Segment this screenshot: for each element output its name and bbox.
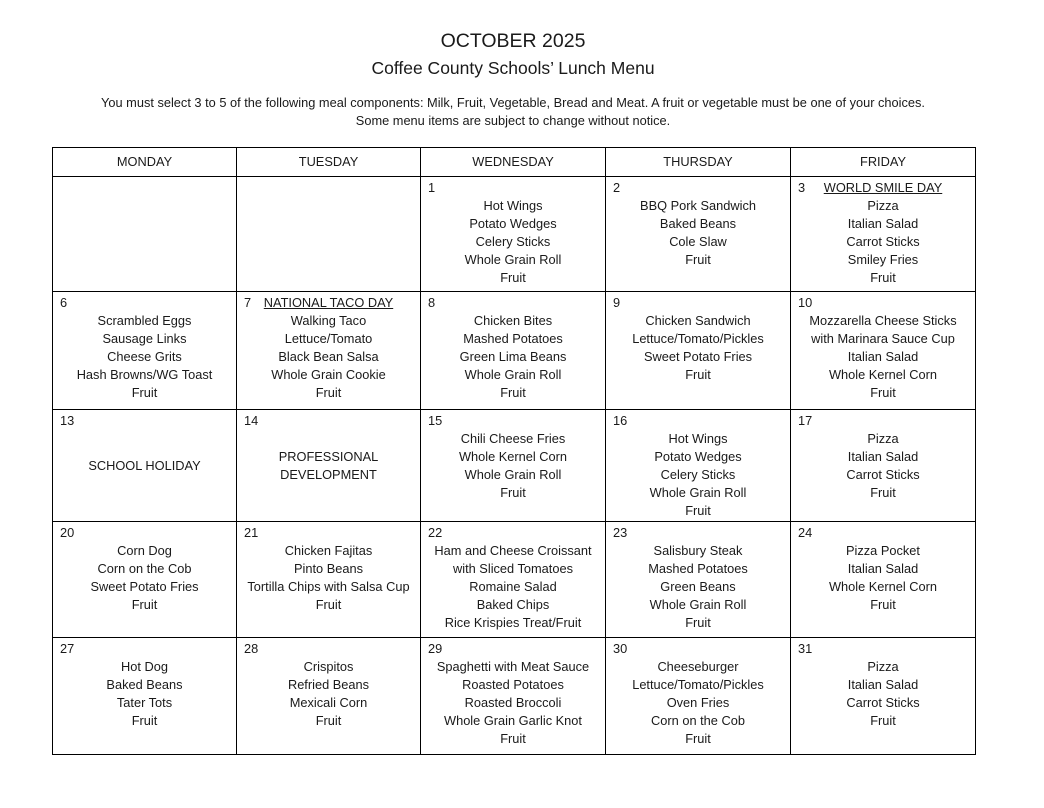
menu-item: Fruit bbox=[870, 385, 896, 400]
instructions-line-1: You must select 3 to 5 of the following meal components: Milk, Fruit, Vegetable, Bread and Meat. A fruit or vegetable must be one of your choices. bbox=[101, 95, 925, 110]
day-number: 1 bbox=[428, 180, 436, 195]
day-cell bbox=[421, 410, 606, 522]
menu-item: Italian Salad bbox=[847, 677, 919, 692]
day-cell bbox=[606, 522, 791, 638]
menu-item: Mexicali Corn bbox=[289, 695, 368, 710]
menu-item: Fruit bbox=[131, 713, 158, 728]
menu-item: Fruit bbox=[500, 270, 526, 285]
menu-list bbox=[53, 522, 236, 614]
page-title: OCTOBER 2025 bbox=[440, 30, 586, 52]
menu-item: Hot Dog bbox=[121, 659, 168, 674]
day-cell bbox=[421, 638, 606, 755]
menu-item: Cheeseburger bbox=[657, 659, 739, 674]
special-day-label: WORLD SMILE DAY bbox=[823, 180, 943, 195]
menu-item: Black Bean Salsa bbox=[278, 349, 379, 364]
day-cell bbox=[421, 292, 606, 410]
day-number: 28 bbox=[244, 641, 259, 656]
menu-list bbox=[53, 292, 236, 402]
special-day-label: NATIONAL TACO DAY bbox=[263, 295, 394, 310]
menu-item: Baked Beans bbox=[659, 216, 737, 231]
day-number: 24 bbox=[798, 525, 813, 540]
menu-item: Carrot Sticks bbox=[846, 695, 920, 710]
menu-item: Refried Beans bbox=[287, 677, 370, 692]
day-cell bbox=[606, 638, 791, 755]
menu-item: Italian Salad bbox=[847, 561, 919, 576]
day-cell bbox=[53, 638, 237, 755]
menu-item: Roasted Broccoli bbox=[464, 695, 562, 710]
day-cell bbox=[237, 522, 421, 638]
day-cell bbox=[53, 177, 237, 292]
weekday-header: WEDNESDAY bbox=[421, 148, 606, 177]
menu-list bbox=[791, 522, 975, 614]
menu-item: Potato Wedges bbox=[654, 449, 742, 464]
day-number: 30 bbox=[613, 641, 628, 656]
page-subtitle: Coffee County Schools’ Lunch Menu bbox=[371, 58, 655, 78]
menu-item: Whole Grain Cookie bbox=[271, 367, 386, 382]
menu-item: Fruit bbox=[870, 270, 896, 285]
menu-item: Whole Kernel Corn bbox=[458, 449, 568, 464]
instructions-line-2: Some menu items are subject to change without notice. bbox=[355, 113, 671, 128]
menu-item: Celery Sticks bbox=[475, 234, 551, 249]
menu-item: Whole Grain Roll bbox=[464, 367, 562, 382]
menu-item: Chili Cheese Fries bbox=[460, 431, 566, 446]
menu-item: Lettuce/Tomato/Pickles bbox=[632, 331, 764, 346]
menu-item: Pizza bbox=[867, 431, 899, 446]
menu-item: Fruit bbox=[500, 485, 526, 500]
weekday-header: MONDAY bbox=[53, 148, 237, 177]
menu-item: Tortilla Chips with Salsa Cup bbox=[247, 579, 410, 594]
day-message bbox=[237, 448, 420, 484]
lunch-calendar bbox=[52, 147, 976, 755]
menu-item: Scrambled Eggs bbox=[97, 313, 192, 328]
week-row bbox=[53, 177, 976, 292]
menu-item: Fruit bbox=[315, 713, 342, 728]
day-number: 29 bbox=[428, 641, 443, 656]
day-cell bbox=[791, 638, 976, 755]
menu-item: Fruit bbox=[500, 385, 526, 400]
menu-item: Mozzarella Cheese Sticks bbox=[809, 313, 957, 328]
menu-item: Fruit bbox=[131, 597, 158, 612]
menu-item: Sweet Potato Fries bbox=[643, 349, 753, 364]
menu-item: Fruit bbox=[685, 367, 711, 382]
day-number: 6 bbox=[60, 295, 68, 310]
menu-item: Fruit bbox=[500, 731, 526, 746]
day-number: 9 bbox=[613, 295, 621, 310]
menu-item: Fruit bbox=[685, 252, 711, 267]
menu-item: Crispitos bbox=[303, 659, 354, 674]
day-cell bbox=[421, 177, 606, 292]
day-number: 31 bbox=[798, 641, 813, 656]
week-row bbox=[53, 410, 976, 522]
day-cell bbox=[791, 177, 976, 292]
menu-item: Hash Browns/WG Toast bbox=[76, 367, 213, 382]
day-cell bbox=[606, 177, 791, 292]
menu-list bbox=[421, 522, 605, 632]
menu-item: Baked Chips bbox=[476, 597, 550, 612]
menu-item: Smiley Fries bbox=[847, 252, 919, 267]
menu-list bbox=[606, 522, 790, 632]
menu-item: Pizza Pocket bbox=[846, 543, 920, 558]
day-number: 20 bbox=[60, 525, 75, 540]
day-number: 16 bbox=[613, 413, 628, 428]
menu-list bbox=[237, 522, 420, 614]
day-number: 27 bbox=[60, 641, 75, 656]
menu-list bbox=[606, 177, 790, 269]
menu-item: Fruit bbox=[685, 615, 711, 630]
day-cell bbox=[606, 292, 791, 410]
menu-item: Fruit bbox=[870, 597, 896, 612]
menu-item: Corn Dog bbox=[117, 543, 172, 558]
day-cell bbox=[237, 292, 421, 410]
menu-item: Fruit bbox=[870, 713, 896, 728]
menu-item: Pizza bbox=[867, 659, 899, 674]
menu-list bbox=[606, 410, 790, 520]
day-cell bbox=[791, 292, 976, 410]
menu-item: Mashed Potatoes bbox=[648, 561, 748, 576]
menu-list bbox=[791, 292, 975, 402]
weekday-header: TUESDAY bbox=[237, 148, 421, 177]
menu-item: Whole Kernel Corn bbox=[828, 367, 938, 382]
day-cell bbox=[237, 177, 421, 292]
day-number: 23 bbox=[613, 525, 628, 540]
menu-item: Whole Grain Roll bbox=[464, 252, 562, 267]
day-message bbox=[53, 457, 236, 475]
menu-item: Whole Grain Roll bbox=[464, 467, 562, 482]
menu-item: Corn on the Cob bbox=[97, 561, 192, 576]
menu-item: Spaghetti with Meat Sauce bbox=[436, 659, 590, 674]
menu-item: Corn on the Cob bbox=[651, 713, 745, 728]
weekday-header: THURSDAY bbox=[606, 148, 791, 177]
calendar-body bbox=[53, 177, 976, 755]
menu-item: Baked Beans bbox=[106, 677, 183, 692]
day-number: 17 bbox=[798, 413, 813, 428]
menu-item: Fruit bbox=[315, 385, 342, 400]
menu-item: Pinto Beans bbox=[293, 561, 363, 576]
menu-item: Chicken Fajitas bbox=[284, 543, 373, 558]
menu-item: Whole Grain Roll bbox=[649, 597, 747, 612]
menu-item: Sweet Potato Fries bbox=[90, 579, 199, 594]
menu-list bbox=[791, 638, 975, 730]
menu-item: Carrot Sticks bbox=[846, 234, 920, 249]
week-row bbox=[53, 522, 976, 638]
menu-item: Fruit bbox=[685, 731, 711, 746]
menu-list bbox=[421, 177, 605, 287]
menu-item: with Marinara Sauce Cup bbox=[811, 331, 955, 346]
menu-item: Oven Fries bbox=[666, 695, 730, 710]
menu-list bbox=[421, 410, 605, 502]
instructions bbox=[0, 94, 1026, 130]
menu-list bbox=[237, 638, 420, 730]
menu-item: Sausage Links bbox=[102, 331, 187, 346]
menu-item: Walking Taco bbox=[290, 313, 367, 328]
menu-item: Cheese Grits bbox=[107, 349, 182, 364]
menu-item: Cole Slaw bbox=[669, 234, 727, 249]
menu-list bbox=[606, 292, 790, 384]
menu-item: Chicken Bites bbox=[473, 313, 553, 328]
day-number: 22 bbox=[428, 525, 443, 540]
day-number: 21 bbox=[244, 525, 259, 540]
day-cell bbox=[421, 522, 606, 638]
menu-list bbox=[421, 292, 605, 402]
menu-item: Fruit bbox=[870, 485, 896, 500]
menu-item: Whole Kernel Corn bbox=[828, 579, 938, 594]
weekday-header: FRIDAY bbox=[791, 148, 976, 177]
menu-item: Fruit bbox=[315, 597, 342, 612]
menu-item: Italian Salad bbox=[847, 449, 919, 464]
menu-item: with Sliced Tomatoes bbox=[453, 561, 573, 576]
weekday-header-row bbox=[53, 148, 976, 177]
menu-list bbox=[606, 638, 790, 748]
menu-item: Lettuce/Tomato/Pickles bbox=[632, 677, 764, 692]
menu-item: Hot Wings bbox=[668, 431, 728, 446]
week-row bbox=[53, 292, 976, 410]
day-cell bbox=[606, 410, 791, 522]
menu-list bbox=[421, 638, 605, 748]
menu-item: Hot Wings bbox=[483, 198, 543, 213]
menu-item: Pizza bbox=[867, 198, 899, 213]
day-cell bbox=[53, 522, 237, 638]
menu-item: Italian Salad bbox=[847, 349, 919, 364]
menu-item: Salisbury Steak bbox=[653, 543, 743, 558]
menu-item: Whole Grain Garlic Knot bbox=[444, 713, 582, 728]
menu-item: Whole Grain Roll bbox=[649, 485, 747, 500]
day-message-line: DEVELOPMENT bbox=[280, 466, 377, 482]
day-cell bbox=[237, 638, 421, 755]
menu-item: Lettuce/Tomato bbox=[284, 331, 373, 346]
menu-item: BBQ Pork Sandwich bbox=[640, 198, 756, 213]
day-number: 3 bbox=[798, 180, 806, 195]
menu-list bbox=[791, 410, 975, 502]
menu-item: Potato Wedges bbox=[469, 216, 557, 231]
menu-item: Rice Krispies Treat/Fruit bbox=[444, 615, 582, 630]
day-number: 10 bbox=[798, 295, 813, 310]
menu-item: Romaine Salad bbox=[469, 579, 557, 594]
menu-item: Fruit bbox=[685, 503, 711, 518]
day-number: 15 bbox=[428, 413, 443, 428]
day-cell bbox=[53, 292, 237, 410]
menu-item: Green Lima Beans bbox=[459, 349, 567, 364]
day-number: 14 bbox=[244, 413, 259, 428]
day-cell bbox=[791, 410, 976, 522]
day-number: 2 bbox=[613, 180, 621, 195]
menu-item: Italian Salad bbox=[847, 216, 919, 231]
menu-item: Ham and Cheese Croissant bbox=[434, 543, 592, 558]
day-number: 13 bbox=[60, 413, 75, 428]
day-message-line: SCHOOL HOLIDAY bbox=[88, 457, 201, 473]
day-cell bbox=[237, 410, 421, 522]
day-number: 7 bbox=[244, 295, 252, 310]
day-message-line: PROFESSIONAL bbox=[278, 448, 379, 464]
menu-item: Green Beans bbox=[660, 579, 736, 594]
menu-item: Fruit bbox=[131, 385, 158, 400]
menu-item: Celery Sticks bbox=[660, 467, 736, 482]
day-number: 8 bbox=[428, 295, 436, 310]
menu-item: Chicken Sandwich bbox=[645, 313, 751, 328]
menu-item: Tater Tots bbox=[116, 695, 173, 710]
menu-item: Mashed Potatoes bbox=[463, 331, 563, 346]
week-row bbox=[53, 638, 976, 755]
menu-item: Carrot Sticks bbox=[846, 467, 920, 482]
menu-item: Roasted Potatoes bbox=[462, 677, 564, 692]
day-cell bbox=[791, 522, 976, 638]
menu-list bbox=[53, 638, 236, 730]
day-cell bbox=[53, 410, 237, 522]
